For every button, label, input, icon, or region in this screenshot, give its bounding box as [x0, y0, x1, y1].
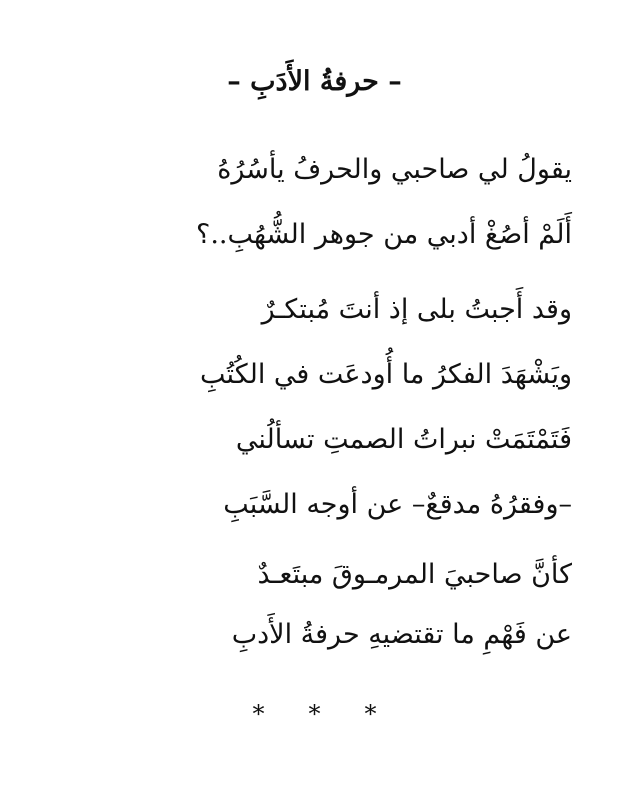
- verse-line-5: فَتَمْتَمَتْ نبراتُ الصمتِ تسألُني: [235, 424, 572, 455]
- closing-ornament: [0, 700, 629, 728]
- poem-title: – حرفةُ الأَدَبِ –: [227, 66, 402, 97]
- verse-line-1: يقولُ لي صاحبي والحرفُ يأسُرُهُ: [217, 154, 572, 185]
- verse-line-6: –وفقرُهُ مدقعٌ– عن أوجه السَّبَبِ: [223, 489, 572, 520]
- verse-line-4: ويَشْهَدَ الفكرُ ما أُودعَت في الكُتُبِ: [200, 359, 572, 390]
- verse-line-2: أَلَمْ أصُغْ أدبي من جوهر الشُّهُبِ..؟: [195, 219, 572, 250]
- verse-line-7: كأنَّ صاحبيَ المرمـوقَ مبتَعـدٌ: [257, 559, 572, 590]
- ornament-star: *: [308, 700, 365, 728]
- ornament-star: *: [364, 700, 421, 728]
- ornament-star: *: [252, 700, 309, 728]
- verse-line-8: عن فَهْمِ ما تقتضيهِ حرفةُ الأَدبِ: [231, 619, 572, 650]
- verse-line-3: وقد أَجبتُ بلى إذ أنتَ مُبتكـرٌ: [261, 294, 572, 325]
